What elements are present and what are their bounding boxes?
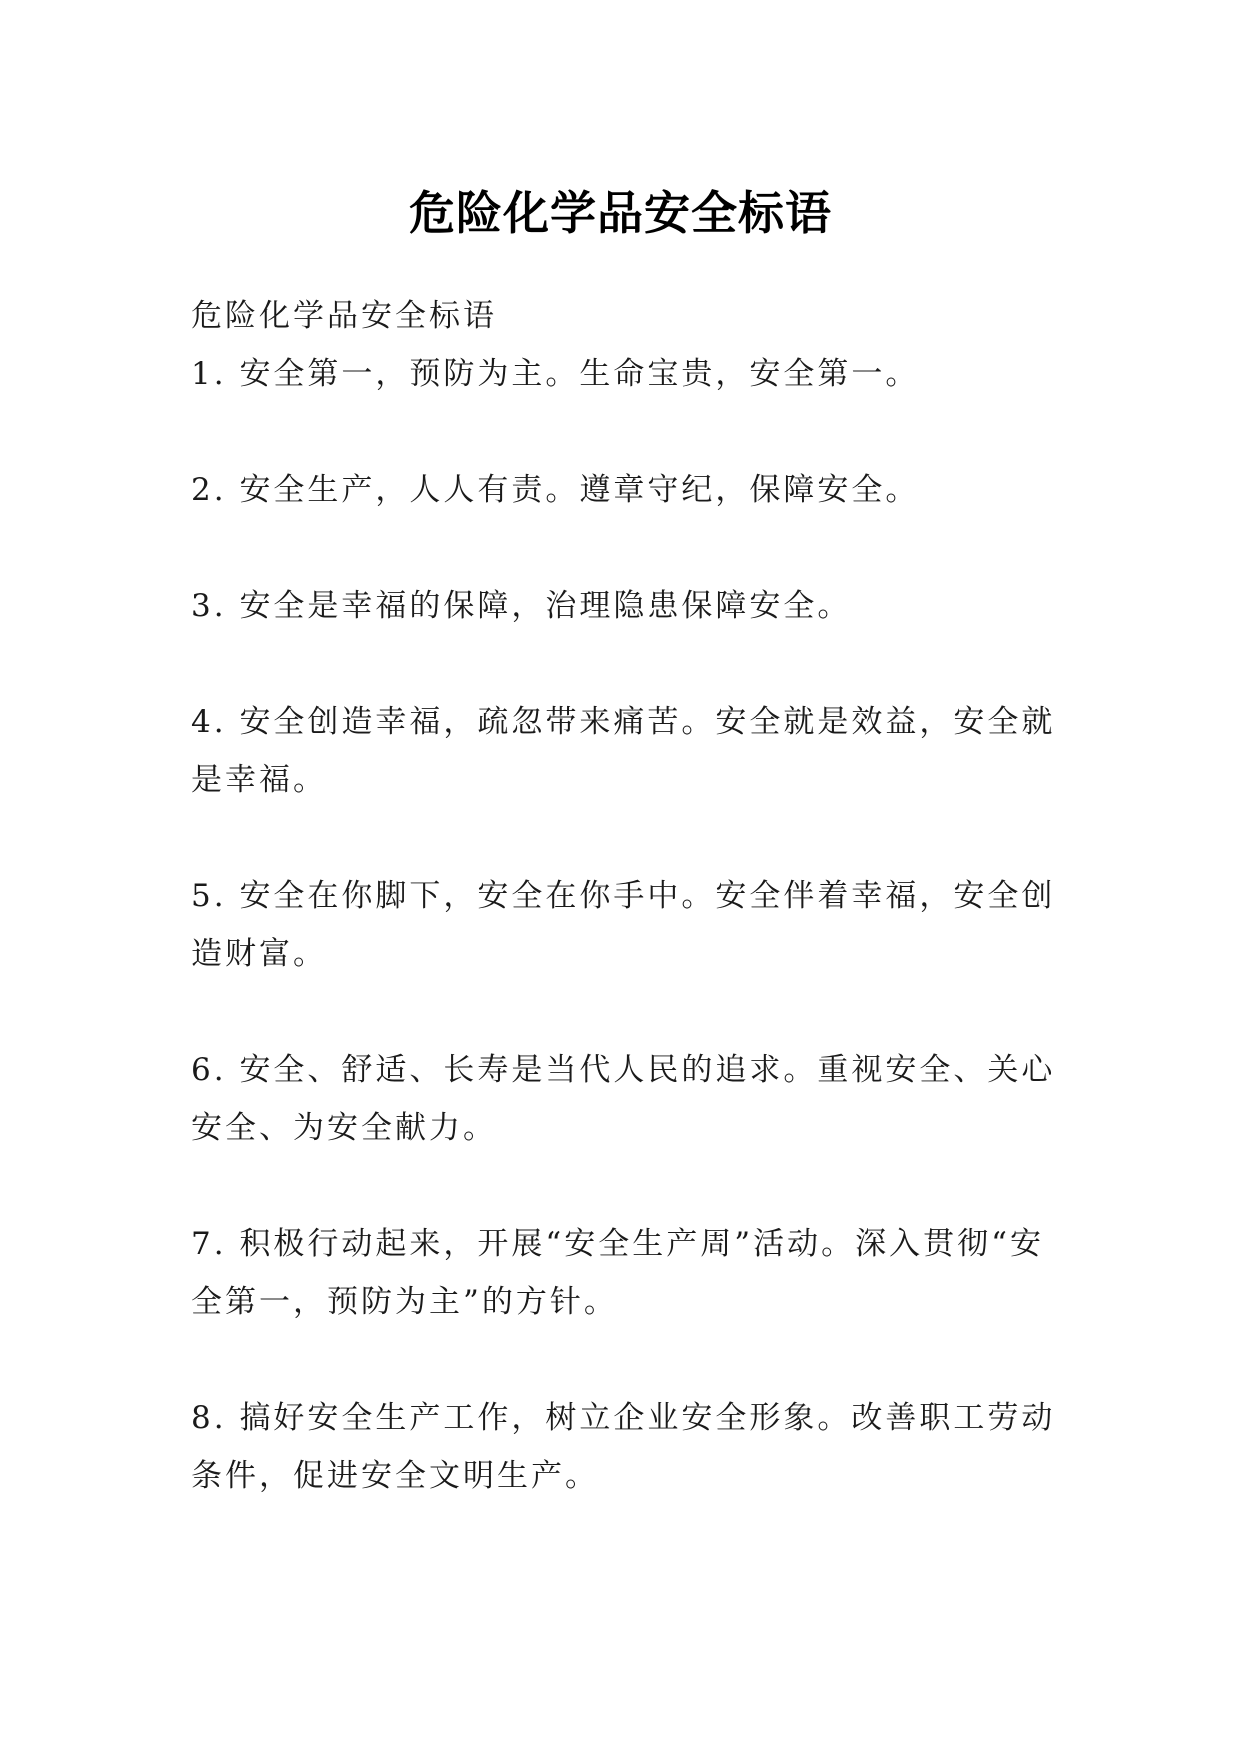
slogan-number: 2. <box>191 472 227 508</box>
slogan-number: 5. <box>191 878 227 914</box>
slogan-number: 1. <box>191 356 227 392</box>
slogan-number: 3. <box>191 588 227 624</box>
slogan-text: 积极行动起来，开展“安全生产周”活动。深入贯彻“安全第一，预防为主”的方针。 <box>191 1226 1044 1320</box>
slogan-number: 6. <box>191 1052 227 1088</box>
document-title: 危险化学品安全标语 <box>409 185 832 240</box>
slogan-number: 7. <box>191 1226 227 1262</box>
slogan-text: 安全创造幸福，疏忽带来痛苦。安全就是效益，安全就是幸福。 <box>191 704 1056 798</box>
slogan-number: 8. <box>191 1400 227 1436</box>
slogan-number: 4. <box>191 704 227 740</box>
slogan-text: 安全、舒适、长寿是当代人民的追求。重视安全、关心安全、为安全献力。 <box>191 1052 1056 1146</box>
slogan-item <box>191 1389 1061 1505</box>
slogan-item <box>191 867 1061 983</box>
document-subtitle: 危险化学品安全标语 <box>191 298 497 334</box>
slogan-item <box>191 461 1061 519</box>
slogan-item <box>191 577 1061 635</box>
slogan-item <box>191 1041 1061 1157</box>
slogan-text: 安全在你脚下，安全在你手中。安全伴着幸福，安全创造财富。 <box>191 878 1056 972</box>
slogan-text: 安全是幸福的保障，治理隐患保障安全。 <box>239 588 852 624</box>
document-body <box>191 287 1061 1563</box>
slogan-text: 安全生产，人人有责。遵章守纪，保障安全。 <box>239 472 920 508</box>
slogan-item <box>191 1215 1061 1331</box>
slogan-item <box>191 345 1061 403</box>
slogan-item <box>191 693 1061 809</box>
slogan-text: 搞好安全生产工作，树立企业安全形象。改善职工劳动条件，促进安全文明生产。 <box>191 1400 1056 1494</box>
slogan-text: 安全第一，预防为主。生命宝贵，安全第一。 <box>239 356 920 392</box>
slogan-list <box>191 345 1061 1505</box>
